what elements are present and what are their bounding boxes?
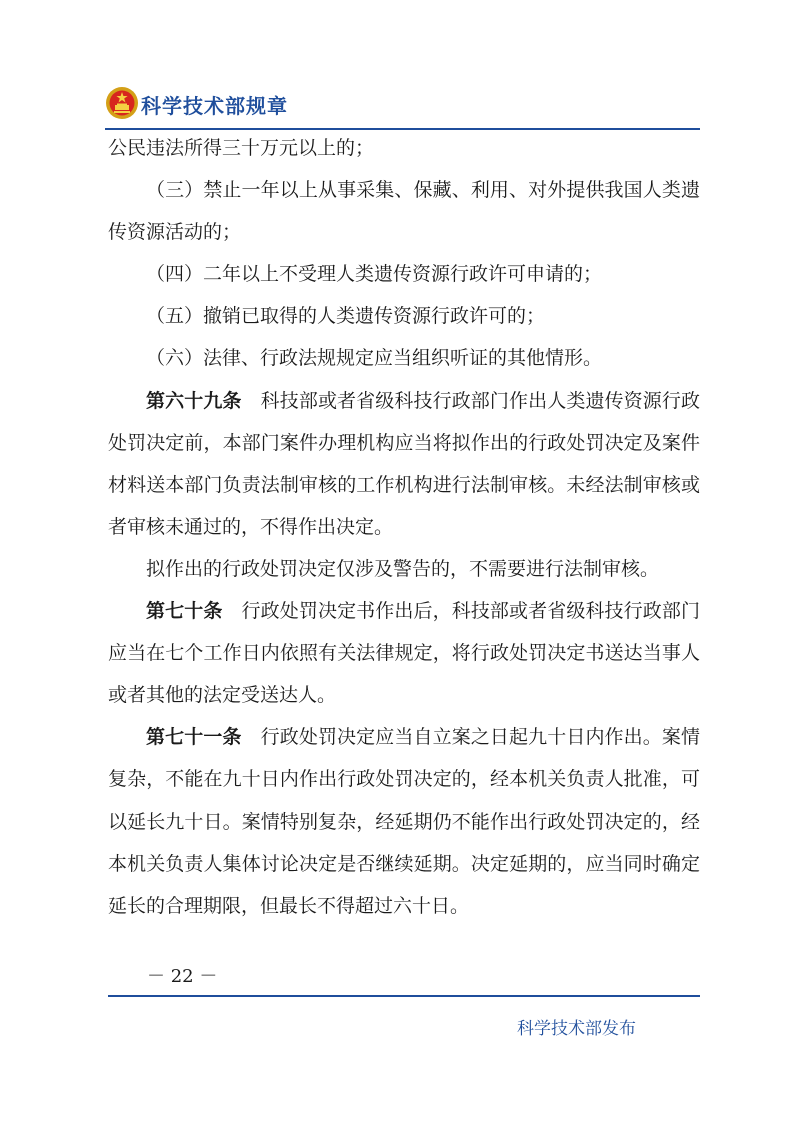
header-title: 科学技术部规章 [141, 94, 288, 118]
footer-divider [108, 995, 700, 997]
article-71: 第七十一条 行政处罚决定应当自立案之日起九十日内作出。案情复杂，不能在九十日内作出行政处罚决定的，经本机关负责人批准，可以延长九十日。案情特别复杂，经延期仍不能作出行政处罚决定的，经本机关负责人集体讨论决定是否继续延期。决定延期的，应当同时确定延长的合理期限，但最长不得超过六十日。 [108, 726, 700, 917]
article-70-number: 第七十条 [146, 600, 223, 623]
footer-publisher: 科学技术部发布 [517, 1019, 636, 1039]
article-69-paragraph-2: 拟作出的行政处罚决定仅涉及警告的，不需要进行法制审核。 [146, 557, 660, 580]
list-item-6: （六）法律、行政法规规定应当组织听证的其他情形。 [146, 347, 603, 370]
article-70: 第七十条 行政处罚决定书作出后，科技部或者省级科技行政部门应当在七个工作日内依照有关法律规定，将行政处罚决定书送达当事人或者其他的法定受送达人。 [108, 600, 700, 707]
list-item-4: （四）二年以上不受理人类遗传资源行政许可申请的； [146, 263, 603, 286]
page-header [105, 84, 700, 132]
paragraph-continuation: 公民违法所得三十万元以上的； [108, 137, 375, 159]
list-item-5: （五）撤销已取得的人类遗传资源行政许可的； [146, 305, 546, 328]
article-69-number: 第六十九条 [146, 389, 242, 412]
article-71-number: 第七十一条 [146, 726, 242, 749]
page-number: － 22 － [147, 966, 218, 987]
document-body [108, 127, 700, 927]
list-item-3: （三）禁止一年以上从事采集、保藏、利用、对外提供我国人类遗传资源活动的； [108, 179, 700, 244]
article-69: 第六十九条 科技部或者省级科技行政部门作出人类遗传资源行政处罚决定前，本部门案件办理机构应当将拟作出的行政处罚决定及案件材料送本部门负责法制审核的工作机构进行法制审核。未经法制审核或者审核未通过的，不得作出决定。 [108, 389, 700, 538]
national-emblem-icon [105, 86, 139, 120]
